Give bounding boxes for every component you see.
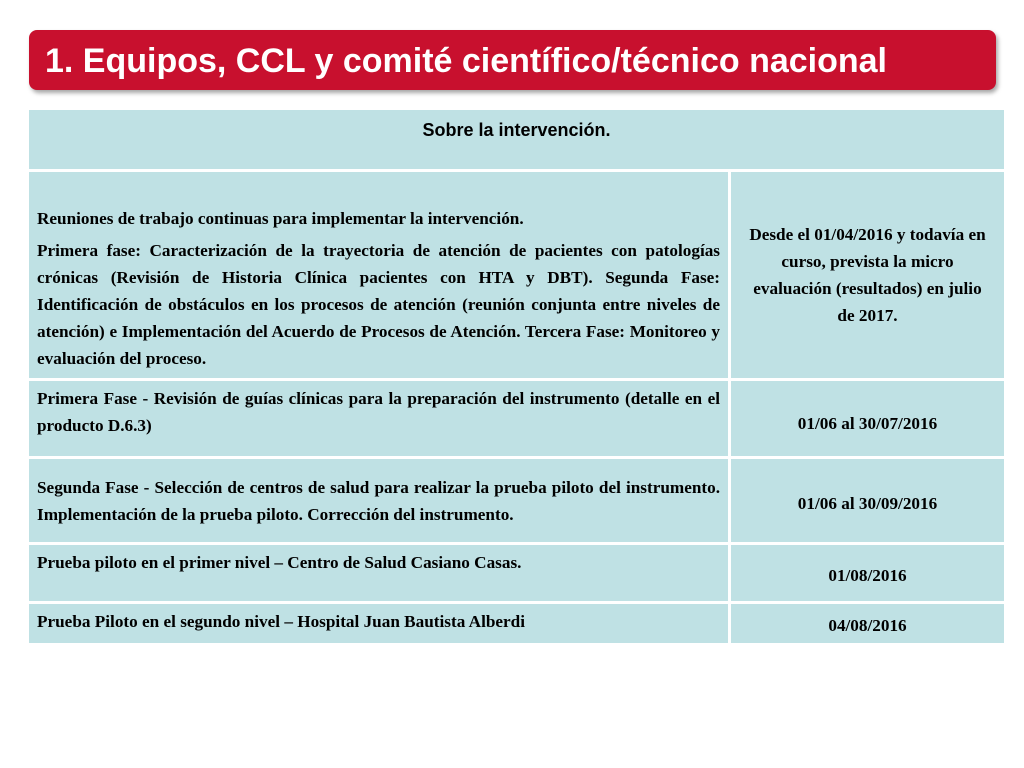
date-cell: 04/08/2016 <box>731 604 1004 646</box>
table-row <box>29 172 1004 381</box>
activity-cell: Prueba Piloto en el segundo nivel – Hospital Juan Bautista Alberdi <box>29 604 731 646</box>
table-row <box>29 545 1004 604</box>
activity-paragraph: Primera fase: Caracterización de la trayectoria de atención de pacientes con patologías crónicas (Revisión de Historia Clínica pacientes con HTA y DBT). Segunda Fase: Identificación de obstáculos en los procesos de atención (reunión conjunta entre niveles de atención) e Implementación del Acuerdo de Procesos de Atención. Tercera Fase: Monitoreo y evaluación del proceso. <box>37 241 720 368</box>
activity-cell: Segunda Fase - Selección de centros de salud para realizar la prueba piloto del instrumento. Implementación de la prueba piloto. Corrección del instrumento. <box>29 459 731 545</box>
activity-cell: Primera Fase - Revisión de guías clínicas para la preparación del instrumento (detalle en el producto D.6.3) <box>29 381 731 459</box>
date-cell: 01/08/2016 <box>731 545 1004 604</box>
slide-title: 1. Equipos, CCL y comité científico/técnico nacional <box>45 42 887 80</box>
table-row <box>29 459 1004 545</box>
activity-paragraph: Reuniones de trabajo continuas para implementar la intervención. <box>37 209 524 228</box>
date-cell: Desde el 01/04/2016 y todavía en curso, prevista la micro evaluación (resultados) en julio de 2017. <box>731 172 1004 381</box>
table-row <box>29 381 1004 459</box>
activity-cell <box>29 172 731 381</box>
activity-cell: Prueba piloto en el primer nivel – Centro de Salud Casiano Casas. <box>29 545 731 604</box>
table-header: Sobre la intervención. <box>29 110 1004 172</box>
intervention-table <box>29 110 1004 646</box>
table-header-row <box>29 110 1004 172</box>
date-cell: 01/06 al 30/09/2016 <box>731 459 1004 545</box>
table-row <box>29 604 1004 646</box>
date-cell: 01/06 al 30/07/2016 <box>731 381 1004 459</box>
